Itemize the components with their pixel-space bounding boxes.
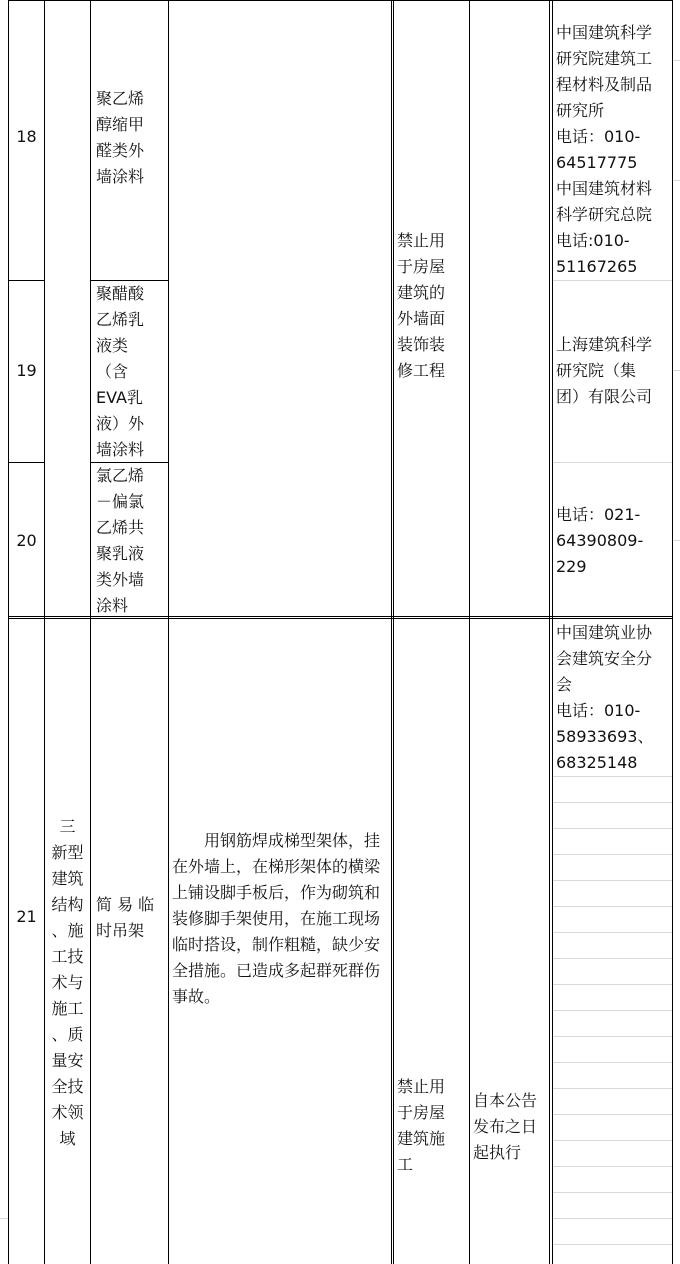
contact-info: 电话：021- 64390809- 229 xyxy=(556,505,644,576)
item-name: 聚醋酸 乙烯乳 液类 （含 EVA乳 液）外 墙涂料 xyxy=(96,284,145,459)
category-label: 三 新型 建筑 结构 、施 工技 术与 施工 、质 量安 全技 术领 域 xyxy=(51,817,84,1148)
contact-info: 中国建筑业协 会建筑安全分 会 电话：010- 58933693、 68325148 xyxy=(556,623,654,772)
restriction-text: 禁止用 于房屋 建筑施 工 xyxy=(397,1077,446,1174)
gridline xyxy=(553,1140,672,1141)
gridline xyxy=(553,906,672,907)
gridline xyxy=(553,462,672,463)
item-name: 氯乙烯 －偏氯 乙烯共 聚乳液 类外墙 涂料 xyxy=(96,466,145,615)
gridline xyxy=(672,60,680,61)
gridline xyxy=(672,370,680,371)
border-line xyxy=(8,462,44,463)
restriction-text: 禁止用 于房屋 建筑的 外墙面 装饰装 修工程 xyxy=(397,231,446,380)
gridline xyxy=(553,828,672,829)
border-line xyxy=(672,0,673,618)
gridline xyxy=(553,802,672,803)
border-line xyxy=(552,0,553,618)
border-line xyxy=(44,0,45,618)
gridline xyxy=(672,540,680,541)
gridline xyxy=(553,932,672,933)
contact-info: 上海建筑科学 研究院（集 团）有限公司 xyxy=(556,335,653,406)
gridline xyxy=(553,880,672,881)
border-line xyxy=(672,618,673,1264)
gridline xyxy=(553,958,672,959)
gridline xyxy=(553,984,672,985)
gridline xyxy=(553,1088,672,1089)
border-line xyxy=(469,0,470,618)
border-line xyxy=(168,618,169,1264)
gridline xyxy=(553,776,672,777)
gridline xyxy=(553,1166,672,1167)
item-name: 简 易 临 时吊架 xyxy=(96,895,155,940)
border-line xyxy=(8,618,9,1264)
border-line xyxy=(552,618,553,1264)
gridline xyxy=(553,280,672,281)
gridline xyxy=(672,180,680,181)
contact-info: 中国建筑科学 研究院建筑工 程材料及制品 研究所 电话：010- 64517775 中国建筑材料 科学研究总院 电话:010- 51167265 xyxy=(556,23,653,276)
item-name: 聚乙烯 醇缩甲 醛类外 墙涂料 xyxy=(96,89,145,186)
row-number: 18 xyxy=(16,127,37,146)
border-line xyxy=(391,0,392,618)
row-number: 20 xyxy=(16,531,37,550)
description-text: 用钢筋焊成梯型架体，挂在外墙上，在梯形架体的横梁上铺设脚手板后，作为砌筑和装修脚手架使用，在施工现场临时搭设，制作粗糙，缺少安全措施。已造成多起群死群伤事故。 xyxy=(172,831,381,1006)
border-line xyxy=(549,618,550,1264)
gridline xyxy=(553,1244,672,1245)
border-line xyxy=(469,618,470,1264)
gridline xyxy=(553,854,672,855)
gridline xyxy=(553,1036,672,1037)
gridline xyxy=(553,1218,672,1219)
border-line xyxy=(549,0,550,618)
border-line xyxy=(393,618,394,1264)
gridline xyxy=(553,1114,672,1115)
gridline xyxy=(553,1010,672,1011)
border-line xyxy=(393,0,394,618)
gridline xyxy=(0,1218,8,1219)
row-number: 21 xyxy=(16,907,37,926)
border-line xyxy=(8,0,672,1)
border-line xyxy=(90,618,91,1264)
gridline xyxy=(553,1062,672,1063)
border-line xyxy=(391,618,392,1264)
border-line xyxy=(90,0,91,618)
row-number: 19 xyxy=(16,361,37,380)
effective-date-text: 自本公告 发布之日 起执行 xyxy=(473,1091,538,1162)
border-line xyxy=(168,0,169,618)
border-line xyxy=(8,0,9,618)
border-line xyxy=(8,280,44,281)
gridline xyxy=(553,1192,672,1193)
